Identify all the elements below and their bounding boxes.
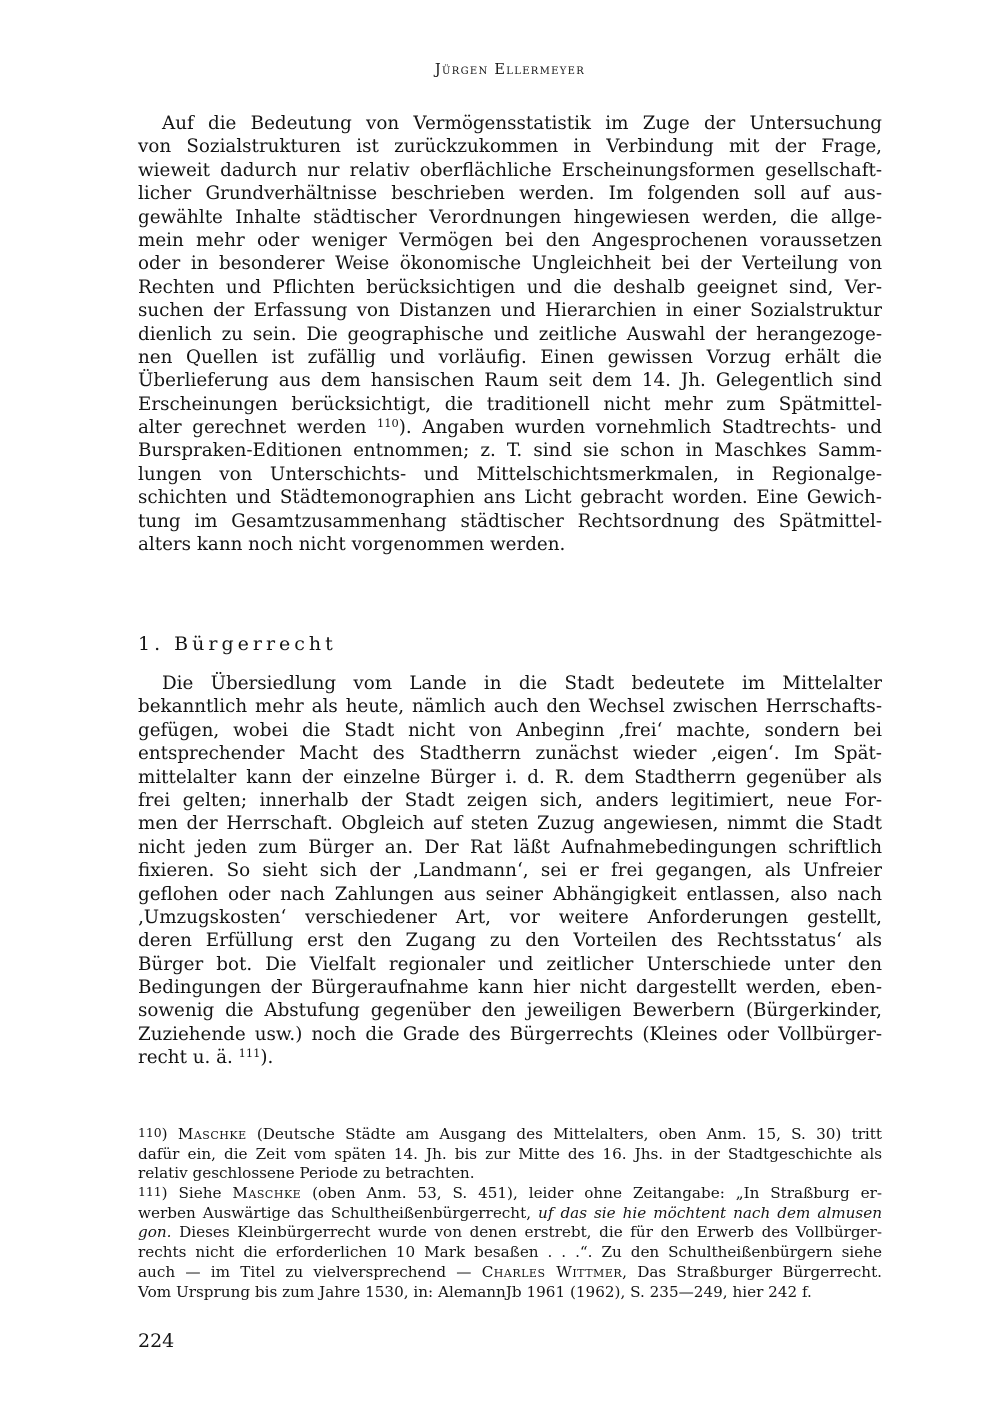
text-line: men der Herrschaft. Obgleich auf steten Zuzug angewiesen, nimmt die Stadt	[138, 813, 882, 835]
text-line: deren Erfüllung erst den Zugang zu den Vorteilen des Rechtsstatus‘ als	[138, 930, 882, 952]
text-line: gefügen, wobei die Stadt nicht von Anbeginn ‚frei‘ machte, sondern bei	[138, 719, 882, 741]
text-line	[138, 1046, 882, 1069]
text-segment: auch — im Titel zu vielversprechend —	[138, 1262, 482, 1281]
footnote-line	[138, 1223, 882, 1243]
text-line: frei gelten; innerhalb der Stadt zeigen sich, anders legitimiert, neue For-	[138, 789, 882, 811]
text-segment: )	[161, 1125, 178, 1143]
text-line: dienlich zu sein. Die geographische und zeitliche Auswahl der herangezoge-	[138, 323, 882, 345]
text-segment: werben Auswärtige das Schultheißenbürgerrecht,	[138, 1203, 539, 1222]
text-line: bekanntlich mehr als heute, nämlich auch den Wechsel zwischen Herrschafts-	[138, 696, 882, 718]
text-line: tung im Gesamtzusammenhang städtischer Rechtsordnung des Spätmittel-	[138, 510, 882, 532]
text-line: Erscheinungen berücksichtigt, die traditionell nicht mehr zum Spätmittel-	[138, 393, 882, 415]
text-segment: , Das Straßburger Bürgerrecht.	[622, 1262, 882, 1281]
footnote-111	[138, 1184, 882, 1302]
footnote-line	[138, 1125, 882, 1145]
text-line: suchen der Erfassung von Distanzen und Hierarchien in einer Sozialstruktur	[138, 300, 882, 322]
footnote-line: Vom Ursprung bis zum Jahre 1530, in: AlemannJb 1961 (1962), S. 235—249, hier 242 f.	[138, 1282, 812, 1301]
text-line: sowenig die Abstufung gegenüber den jeweiligen Bewerbern (Bürgerkinder,	[138, 1000, 882, 1022]
text-line: Burspraken-Editionen entnommen; z. T. sind sie schon in Maschkes Samm-	[138, 440, 882, 462]
text-line: alters kann noch nicht vorgenommen werden.	[138, 534, 566, 556]
text-line: nen Quellen ist zufällig und vorläufig. Einen gewissen Vorzug erhält die	[138, 346, 882, 368]
text-line: ‚Umzugskosten‘ verschiedener Art, vor weitere Anforderungen gestellt,	[138, 906, 882, 928]
section-buergerrecht	[138, 630, 882, 1070]
text-line: Zuziehende usw.) noch die Grade des Bürgerrechts (Kleines oder Vollbürger-	[138, 1023, 882, 1045]
author-name: Charles Wittmer	[481, 1262, 623, 1281]
text-segment: recht u. ä.	[138, 1047, 233, 1069]
text-line: Bürger bot. Die Vielfalt regionaler und zeitlicher Unterschiede unter den	[138, 953, 882, 975]
text-line: nicht jeden zum Bürger an. Der Rat läßt Aufnahmebedingungen schriftlich	[138, 836, 882, 858]
text-line: von Sozialstrukturen ist zurückzukommen in Verbindung mit der Frage,	[138, 136, 882, 158]
footnote-line: rechts nicht die erforderlichen 10 Mark besaßen . . .“. Zu den Schultheißenbürgern siehe	[138, 1243, 882, 1262]
footnote-ref-110[interactable]: 110	[376, 416, 399, 431]
text-segment: ).	[260, 1047, 274, 1069]
text-line: Auf die Bedeutung von Vermögensstatistik im Zuge der Untersuchung	[162, 113, 882, 134]
text-line: licher Grundverhältnisse beschrieben werden. Im folgenden soll auf aus-	[138, 183, 882, 205]
paragraph-1	[138, 112, 882, 556]
footnote-line	[138, 1204, 882, 1224]
footnote-line: relativ geschlossene Periode zu betrachten.	[138, 1164, 475, 1183]
footnote-line	[138, 1263, 882, 1283]
text-line: lungen von Unterschichts- und Mittelschichtsmerkmalen, in Regionalge-	[138, 463, 882, 485]
text-segment: alter gerechnet werden	[138, 417, 367, 439]
author-name: Maschke	[232, 1184, 302, 1203]
text-line: Die Übersiedlung vom Lande in die Stadt bedeutete im Mittelalter	[162, 673, 882, 694]
text-line: Überlieferung aus dem hansischen Raum seit dem 14. Jh. Gelegentlich sind	[138, 370, 882, 392]
text-line: Bedingungen der Bürgeraufnahme kann hier nicht dargestellt werden, eben-	[138, 977, 882, 999]
footnote-line	[138, 1184, 882, 1204]
footnote-110	[138, 1125, 882, 1184]
section-heading: 1. Bürgerrecht	[138, 633, 337, 655]
text-line: mittelalter kann der einzelne Bürger i. d. R. dem Stadtherrn gegenüber als	[138, 766, 882, 788]
text-line: oder in besonderer Weise ökonomische Ungleichheit bei der Verteilung von	[138, 253, 882, 275]
footnote-number: 110	[138, 1125, 162, 1140]
text-line: wieweit dadurch nur relativ oberflächliche Erscheinungsformen gesellschaft-	[138, 159, 882, 181]
footnotes	[138, 1125, 882, 1302]
text-line: gewählte Inhalte städtischer Verordnungen hingewiesen werden, die allge-	[138, 206, 882, 228]
text-line	[138, 416, 882, 439]
footnote-ref-111[interactable]: 111	[238, 1046, 261, 1061]
running-header: Jürgen Ellermeyer	[434, 62, 586, 78]
text-line: schichten und Städtemonographien ans Licht gebracht worden. Eine Gewich-	[138, 487, 882, 509]
text-line: geflohen oder nach Zahlungen aus seiner Abhängigkeit entlassen, also nach	[138, 883, 882, 905]
quote-italic: uf das sie hie möchtent nach dem almusen	[538, 1203, 882, 1222]
quote-italic: gon.	[138, 1223, 172, 1242]
text-segment: (Deutsche Städte am Ausgang des Mittelalters, oben Anm. 15, S. 30) tritt	[246, 1125, 882, 1143]
text-line: mein mehr oder weniger Vermögen bei den Angesprochenen voraussetzen	[138, 229, 882, 251]
text-line: fixieren. So sieht sich der ‚Landmann‘, sei er frei gegangen, als Unfreier	[138, 860, 882, 882]
footnote-line: dafür ein, die Zeit vom späten 14. Jh. bis zur Mitte des 16. Jhs. in der Stadtgeschichte als	[138, 1144, 882, 1163]
text-segment: (oben Anm. 53, S. 451), leider ohne Zeitangabe: „In Straßburg er-	[301, 1184, 882, 1203]
text-segment: ). Angaben wurden vornehmlich Stadtrechts- und	[398, 417, 883, 439]
text-segment: Dieses Kleinbürgerrecht wurde von denen erstrebt, die für den Erwerb des Vollbürger-	[171, 1223, 882, 1242]
text-line: entsprechender Macht des Stadtherrn zunächst wieder ‚eigen‘. Im Spät-	[138, 743, 882, 765]
author-name: Maschke	[177, 1125, 247, 1143]
footnote-number: 111	[138, 1184, 162, 1200]
page	[138, 0, 882, 1419]
page-number: 224	[138, 1330, 175, 1352]
text-segment: ) Siehe	[161, 1184, 233, 1203]
text-line: Rechten und Pflichten berücksichtigen und die deshalb geeignet sind, Ver-	[138, 276, 882, 298]
